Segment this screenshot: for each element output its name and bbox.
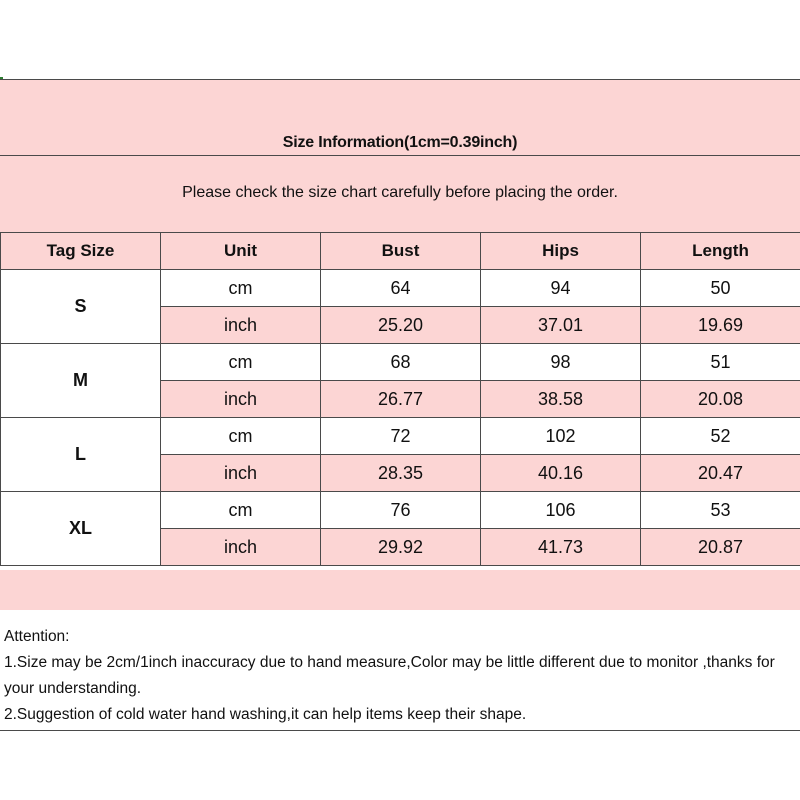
attention-heading: Attention:	[4, 628, 70, 645]
bust-cell: 25.20	[321, 307, 481, 344]
length-cell: 20.47	[641, 455, 800, 492]
length-cell: 50	[641, 270, 800, 307]
size-table	[0, 232, 800, 566]
tag-size-cell: M	[1, 344, 161, 418]
tag-size-cell: S	[1, 270, 161, 344]
length-cell: 53	[641, 492, 800, 529]
header-unit: Unit	[161, 233, 321, 270]
attention-line-1: 1.Size may be 2cm/1inch inaccuracy due to hand measure,Color may be little different due to monitor ,thanks for your understanding.	[4, 654, 775, 697]
bust-cell: 68	[321, 344, 481, 381]
table-row	[1, 344, 800, 381]
hips-cell: 106	[481, 492, 641, 529]
table-row	[1, 418, 800, 455]
size-chart-sheet	[0, 79, 800, 731]
unit-cell: inch	[161, 381, 321, 418]
header-tag-size: Tag Size	[1, 233, 161, 270]
unit-cell: cm	[161, 344, 321, 381]
order-note: Please check the size chart carefully before placing the order.	[182, 184, 618, 201]
unit-cell: inch	[161, 307, 321, 344]
bust-cell: 29.92	[321, 529, 481, 566]
header-hips: Hips	[481, 233, 641, 270]
unit-cell: inch	[161, 529, 321, 566]
hips-cell: 102	[481, 418, 641, 455]
hips-cell: 40.16	[481, 455, 641, 492]
length-cell: 52	[641, 418, 800, 455]
bust-cell: 76	[321, 492, 481, 529]
hips-cell: 37.01	[481, 307, 641, 344]
title-band	[0, 80, 800, 156]
unit-cell: cm	[161, 418, 321, 455]
tag-size-cell: L	[1, 418, 161, 492]
length-cell: 20.87	[641, 529, 800, 566]
header-length: Length	[641, 233, 800, 270]
table-row	[1, 270, 800, 307]
hips-cell: 38.58	[481, 381, 641, 418]
footer-band	[0, 570, 800, 610]
unit-cell: inch	[161, 455, 321, 492]
unit-cell: cm	[161, 270, 321, 307]
hips-cell: 98	[481, 344, 641, 381]
note-band	[0, 156, 800, 233]
bust-cell: 28.35	[321, 455, 481, 492]
table-header-row	[1, 233, 800, 270]
hips-cell: 94	[481, 270, 641, 307]
table-row	[1, 492, 800, 529]
attention-notes	[4, 624, 800, 728]
bust-cell: 64	[321, 270, 481, 307]
attention-line-2: 2.Suggestion of cold water hand washing,it can help items keep their shape.	[4, 706, 527, 723]
length-cell: 19.69	[641, 307, 800, 344]
unit-cell: cm	[161, 492, 321, 529]
hips-cell: 41.73	[481, 529, 641, 566]
bust-cell: 26.77	[321, 381, 481, 418]
bust-cell: 72	[321, 418, 481, 455]
length-cell: 20.08	[641, 381, 800, 418]
header-bust: Bust	[321, 233, 481, 270]
length-cell: 51	[641, 344, 800, 381]
page-title: Size Information(1cm=0.39inch)	[282, 134, 518, 151]
tag-size-cell: XL	[1, 492, 161, 566]
